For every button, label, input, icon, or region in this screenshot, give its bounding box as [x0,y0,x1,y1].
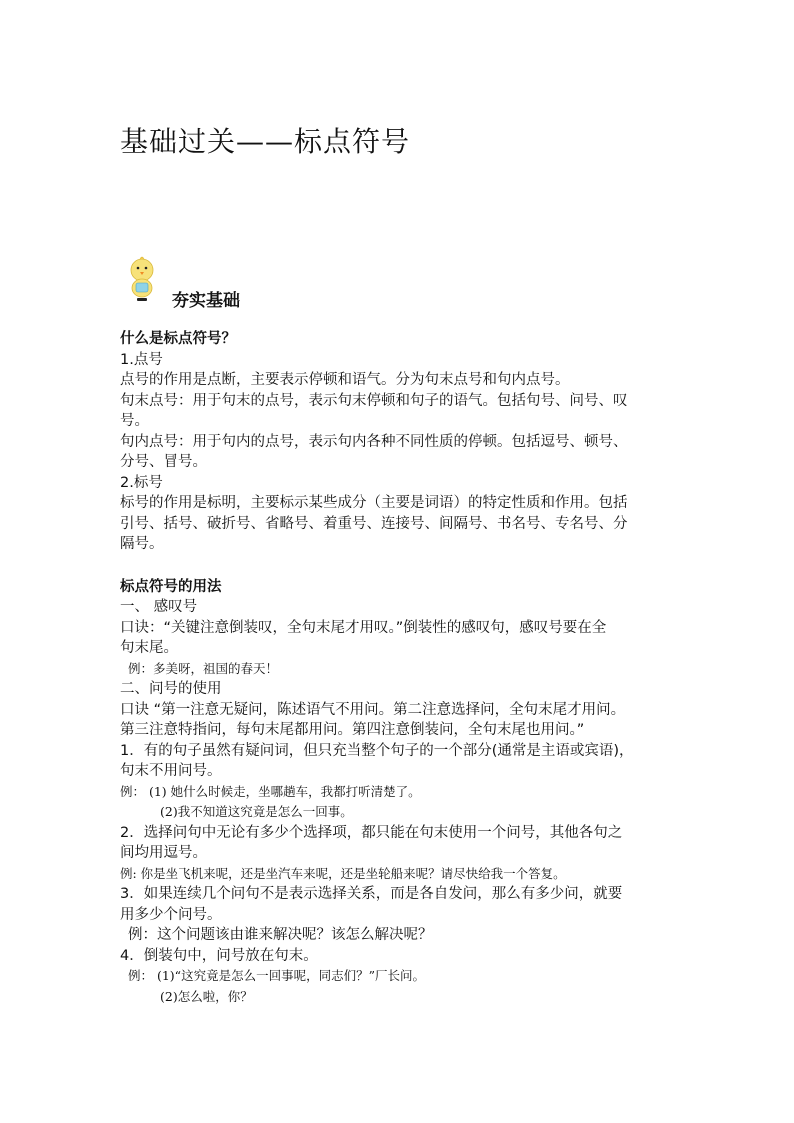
paragraph: 隔号。 [120,536,164,552]
paragraph: 引号、括号、破折号、省略号、着重号、连接号、间隔号、书名号、专名号、分 [120,515,628,532]
example-line: 例： (1)“这究竟是怎么一回事呢，同志们？”厂长问。 [128,968,425,983]
paragraph: 4．倒装句中，问号放在句末。 [120,947,318,964]
example-line: 例: 你是坐飞机来呢，还是坐汽车来呢，还是坐轮船来呢？请尽快给我一个答复。 [120,865,566,881]
paragraph: 第三注意特指问，每句末尾都用问。第四注意倒装问，全句末尾也用问。” [120,722,585,738]
paragraph: 点号的作用是点断，主要表示停顿和语气。分为句末点号和句内点号。 [120,372,570,388]
example-line: (2)我不知道这究竟是怎么一回事。 [160,804,353,819]
subheading-usage: 标点符号的用法 [120,578,222,595]
example-line: 例： (1) 她什么时候走，坐哪趟车，我都打听清楚了。 [120,783,421,799]
subheading-what: 什么是标点符号？ [120,331,236,347]
page-title: 基础过关——标点符号 [120,125,411,158]
paragraph: 2.标号 [120,474,163,491]
document-body [120,329,680,1007]
example-line: 例：多美呀，祖国的春天！ [128,660,279,676]
paragraph: 二、问号的使用 [120,681,222,697]
paragraph: 标号的作用是标明，主要标示某些成分（主要是词语）的特定性质和作用。包括 [120,495,628,511]
paragraph: 号。 [120,413,149,429]
paragraph: 口诀 “第一注意无疑问，陈述语气不用问。第二注意选择问，全句末尾才用问。 [120,701,626,718]
paragraph: 3．如果连续几个问句不是表示选择关系，而是各自发问，那么有多少问，就要 [120,886,623,902]
paragraph: 一、 感叹号 [120,599,198,615]
section-heading: 夯实基础 [172,291,240,311]
example-line: 例：这个问题该由谁来解决呢？该怎么解决呢？ [128,927,433,943]
paragraph: 间均用逗号。 [120,845,207,861]
chick-mascot-icon [122,256,162,304]
paragraph: 1.点号 [120,351,163,368]
paragraph: 用多少个问号。 [120,906,222,923]
paragraph: 口诀：“关键注意倒装叹，全句末尾才用叹。”倒装性的感叹句，感叹号要在全 [120,619,607,636]
paragraph: 句末点号：用于句末的点号，表示句末停顿和句子的语气。包括句号、问号、叹 [120,392,628,409]
paragraph: 句内点号：用于句内的点号，表示句内各种不同性质的停顿。包括逗号、顿号、 [120,433,628,450]
paragraph: 1．有的句子虽然有疑问词，但只充当整个句子的一个部分(通常是主语或宾语)， [120,742,634,759]
paragraph: 分号、冒号。 [120,454,207,470]
paragraph: 2．选择问句中无论有多少个选择项，都只能在句末使用一个问号，其他各句之 [120,824,623,841]
paragraph: 句末不用问号。 [120,763,222,779]
paragraph: 句末尾。 [120,640,178,656]
example-line: (2)怎么啦，你？ [160,988,253,1004]
